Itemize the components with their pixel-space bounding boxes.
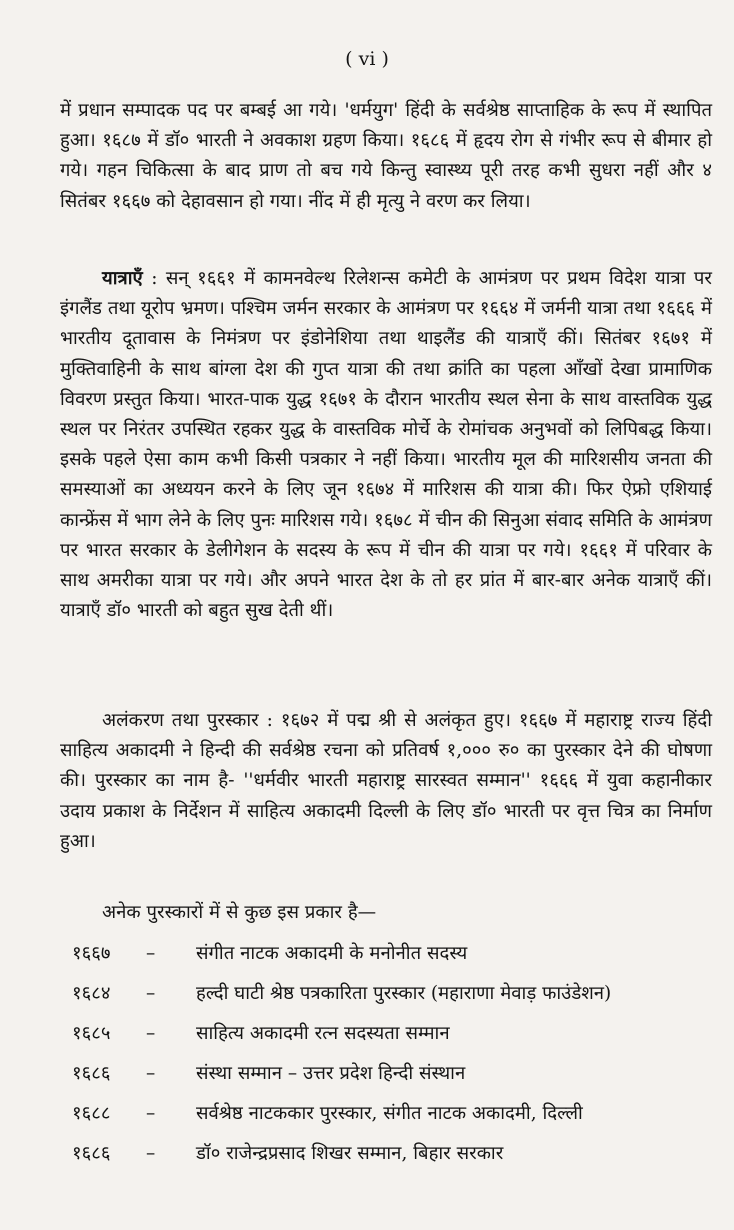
award-name: साहित्य अकादमी रत्न सदस्यता सम्मान — [196, 1023, 450, 1044]
award-year: १६८५ — [72, 1023, 111, 1044]
awards-list — [72, 940, 722, 1180]
award-name: सर्वश्रेष्ठ नाटककार पुरस्कार, संगीत नाटक अकादमी, दिल्ली — [196, 1103, 583, 1124]
award-dash: – — [146, 1143, 156, 1164]
page-number: ( vi ) — [345, 48, 389, 70]
award-year: १६८८ — [72, 1103, 111, 1124]
paragraph-travels — [60, 264, 712, 626]
award-row — [72, 1140, 722, 1180]
award-name: संगीत नाटक अकादमी के मनोनीत सदस्य — [196, 943, 468, 964]
award-name: संस्था सम्मान – उत्तर प्रदेश हिन्दी संस्थान — [196, 1063, 466, 1084]
award-dash: – — [146, 1023, 156, 1044]
award-year: १६८६ — [72, 1143, 111, 1164]
award-row — [72, 980, 722, 1020]
award-name: हल्दी घाटी श्रेष्ठ पत्रकारिता पुरस्कार (महाराणा मेवाड़ फाउंडेशन) — [196, 983, 612, 1004]
paragraph-biography — [60, 96, 712, 217]
award-dash: – — [146, 1103, 156, 1124]
travels-heading: यात्राएँ — [102, 268, 143, 289]
award-dash: – — [146, 943, 156, 964]
award-name: डॉ० राजेन्द्रप्रसाद शिखर सम्मान, बिहार सरकार — [196, 1143, 504, 1164]
award-year: १६८६ — [72, 1063, 111, 1084]
paragraph-travels-text — [60, 264, 712, 626]
award-row — [72, 940, 722, 980]
paragraph-honors-text: अलंकरण तथा पुरस्कार : १६७२ में पद्म श्री से अलंकृत हुए। १६६७ में महाराष्ट्र राज्य हिंदी साहित्य अकादमी ने हिन्दी की सर्वश्रेष्ठ रचना को प्रतिवर्ष १,००० रु० का पुरस्कार देने की घोषणा की। पुरस्कार का नाम है- ''धर्मवीर भारती महाराष्ट्र सारस्वत सम्मान'' १६६६ में युवा कहानीकार उदाय प्रकाश के निर्देशन में साहित्य अकादमी दिल्ली के लिए डॉ० भारती पर वृत्त चित्र का निर्माण हुआ। — [60, 710, 712, 852]
award-row — [72, 1100, 722, 1140]
award-year: १६६७ — [72, 943, 111, 964]
travels-body: : सन् १६६१ में कामनवेल्थ रिलेशन्स कमेटी के आमंत्रण पर प्रथम विदेश यात्रा पर इंगलैंड तथा यूरोप भ्रमण। पश्चिम जर्मन सरकार के आमंत्रण पर १६६४ में जर्मनी यात्रा तथा १६६६ में भारतीय दूतावास के निमंत्रण पर इंडोनेशिया तथा थाइलैंड की यात्राएँ कीं। सितंबर १६७१ में मुक्तिवाहिनी के साथ बांग्ला देश की गुप्त यात्रा की तथा क्रांति का पहला आँखों देखा प्रामाणिक विवरण प्रस्तुत किया। भारत-पाक युद्ध १६७१ के दौरान भारतीय स्थल सेना के साथ वास्तविक युद्ध स्थल पर निरंतर उपस्थित रहकर युद्ध के वास्तविक मोर्चे के रोमांचक अनुभवों को लिपिबद्ध किया। इसके पहले ऐसा काम कभी किसी पत्रकार ने नहीं किया। भारतीय मूल की मारिशसीय जनता की समस्याओं का अध्ययन करने के लिए जून १६७४ में मारिशस की यात्रा की। फिर ऐफ्रो एशियाई कान्फ्रेंस में भाग लेने के लिए पुनः मारिशस गये। १६७८ में चीन की सिनुआ संवाद समिति के आमंत्रण पर भारत सरकार के डेलीगेशन के सदस्य के रूप में चीन की यात्रा पर गये। १६६१ में परिवार के साथ अमरीका यात्रा पर गये। और अपने भारत देश के तो हर प्रांत में बार-बार अनेक यात्राएँ कीं। यात्राएँ डॉ० भारती को बहुत सुख देती थीं। — [60, 268, 712, 622]
award-row — [72, 1060, 722, 1100]
award-dash: – — [146, 983, 156, 1004]
award-year: १६८४ — [72, 983, 111, 1004]
paragraph-biography-text: में प्रधान सम्पादक पद पर बम्बई आ गये। 'धर्मयुग' हिंदी के सर्वश्रेष्ठ साप्ताहिक के रूप में स्थापित हुआ। १६८७ में डॉ० भारती ने अवकाश ग्रहण किया। १६८६ में हृदय रोग से गंभीर रूप से बीमार हो गये। गहन चिकित्सा के बाद प्राण तो बच गये किन्तु स्वास्थ्य पूरी तरह कभी सुधरा नहीं और ४ सितंबर १६६७ को देहावसान हो गया। नींद में ही मृत्यु ने वरण कर लिया। — [60, 100, 712, 212]
award-row — [72, 1020, 722, 1060]
paragraph-honors — [60, 706, 712, 857]
award-dash: – — [146, 1063, 156, 1084]
awards-intro: अनेक पुरस्कारों में से कुछ इस प्रकार है— — [102, 902, 377, 923]
